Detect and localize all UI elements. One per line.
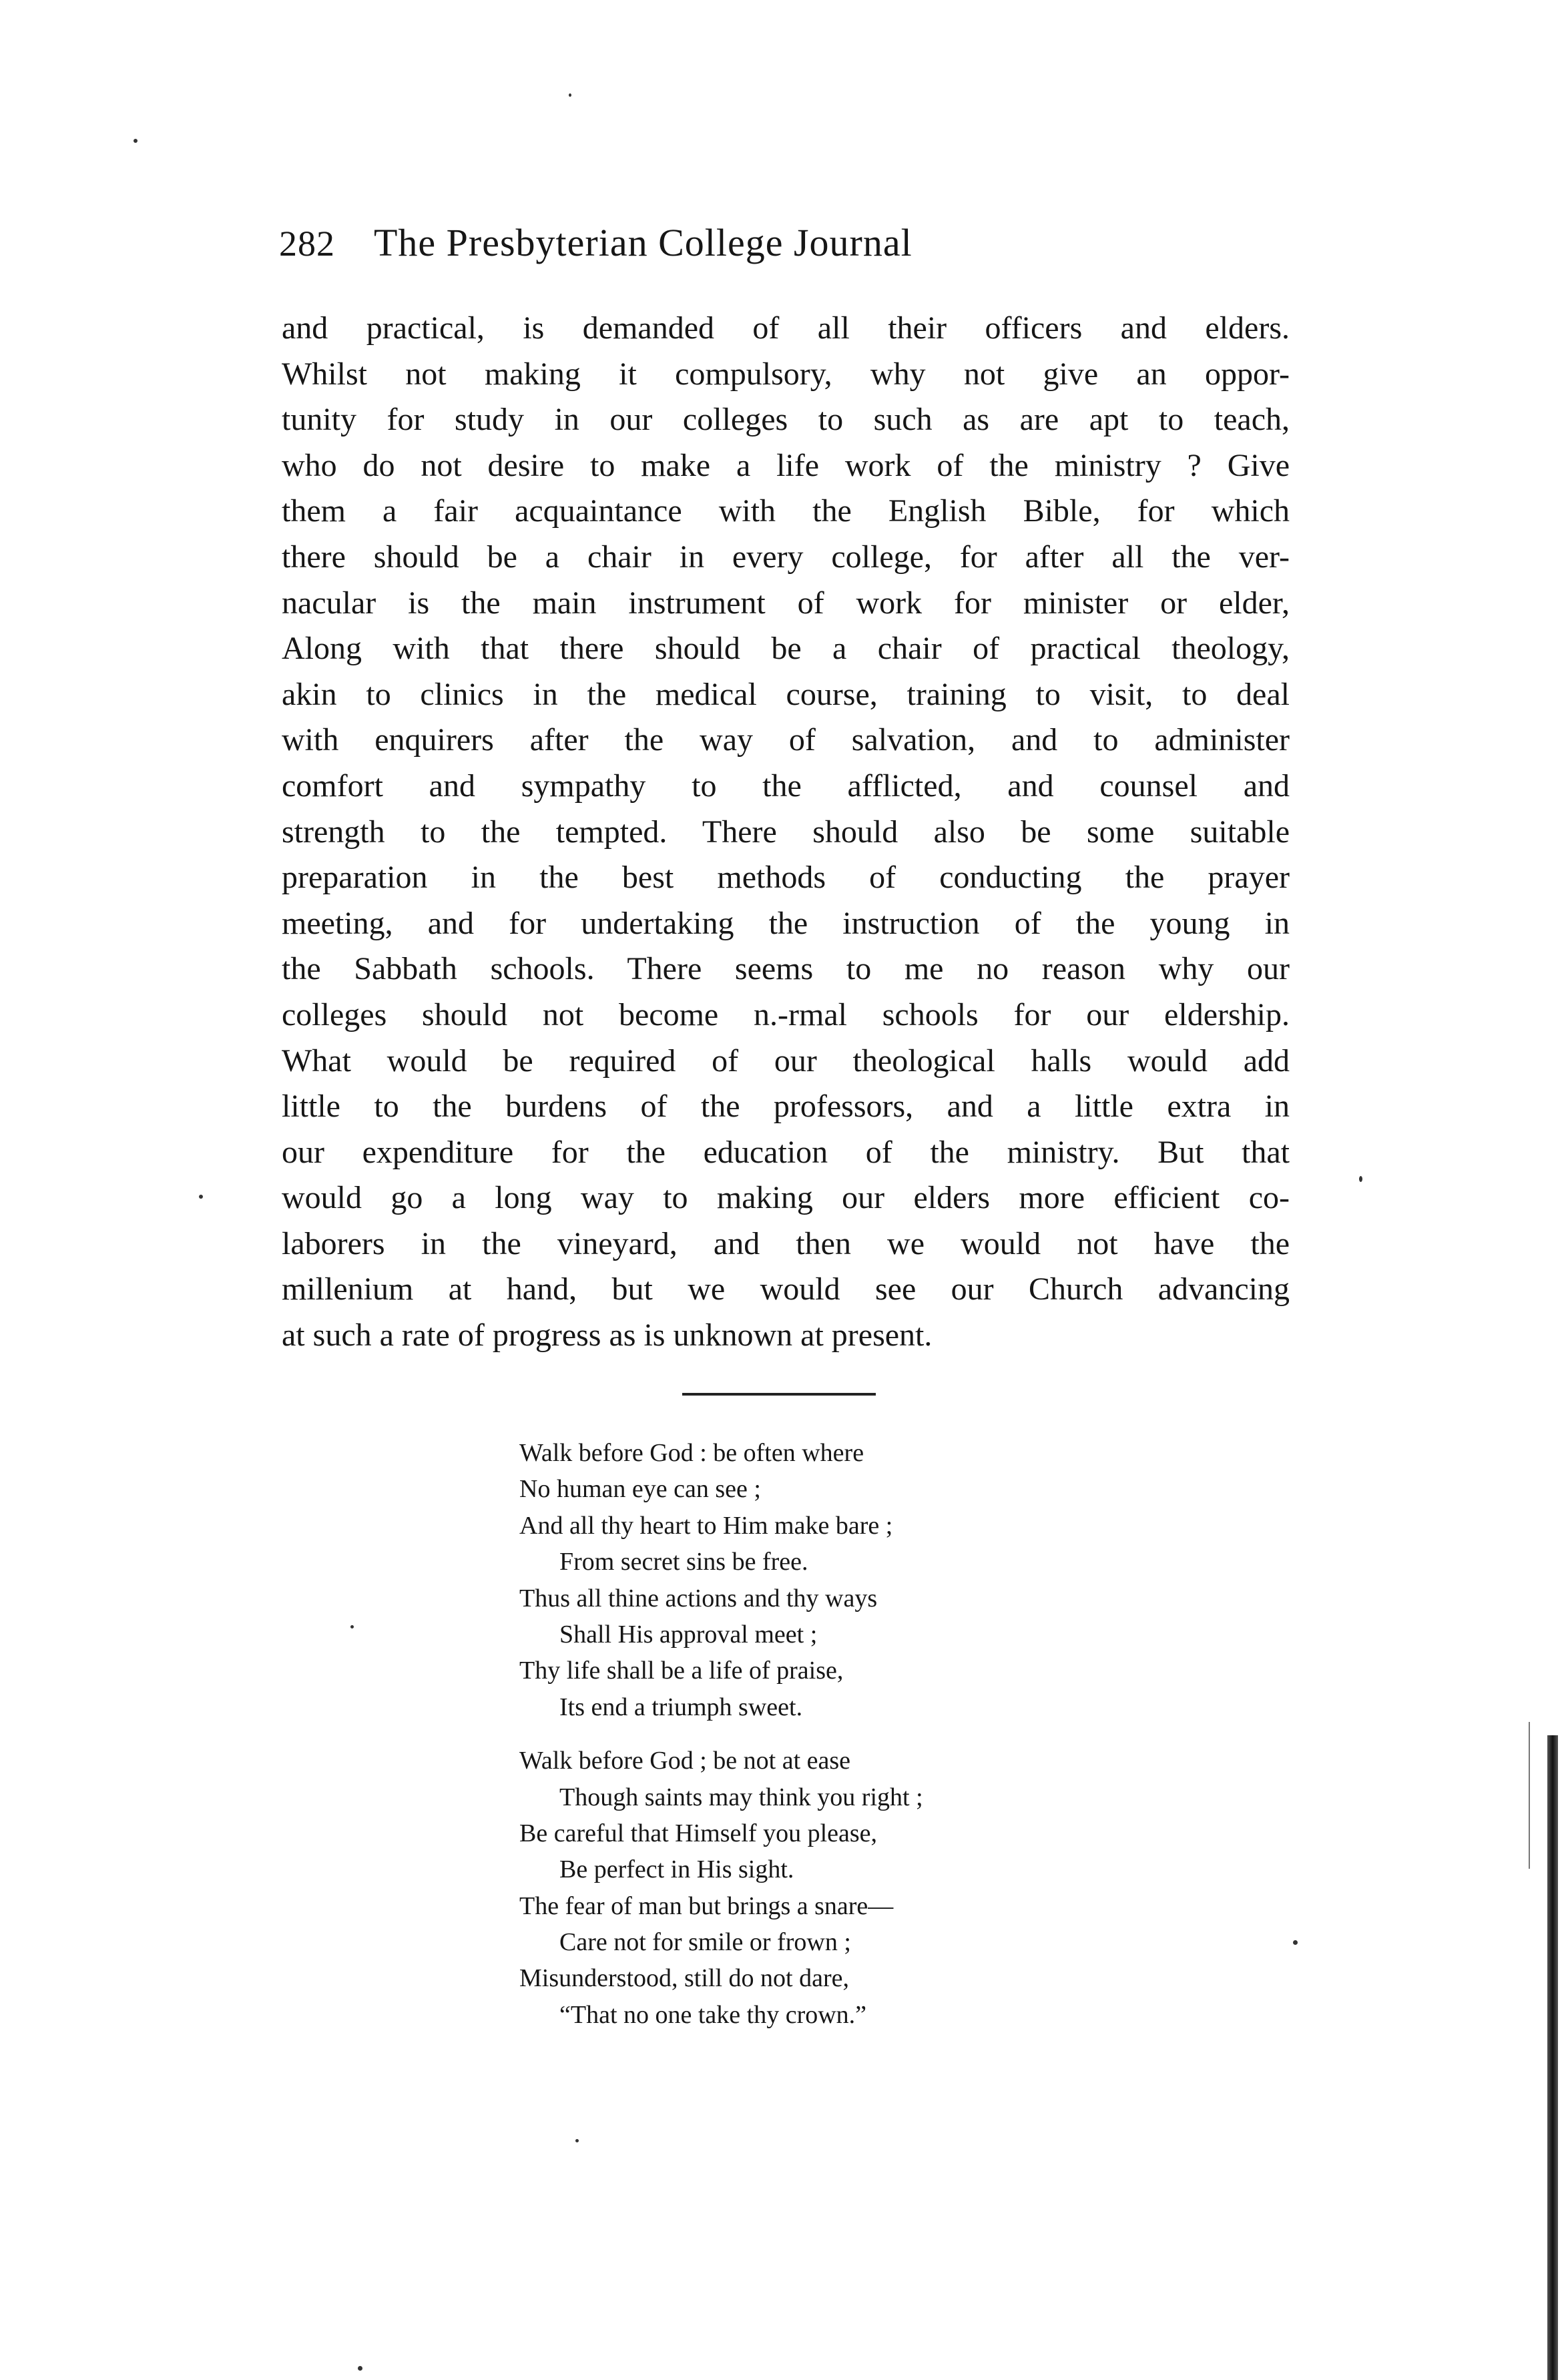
body-line: comfort and sympathy to the afflicted, and counsel and: [282, 768, 1290, 804]
body-line: who do not desire to make a life work of the ministry ? Give: [282, 447, 1290, 483]
body-line: laborers in the vineyard, and then we would not have the: [282, 1225, 1290, 1261]
scan-speck: [350, 1625, 354, 1628]
scan-speck: [134, 139, 138, 143]
body-line: there should be a chair in every college, for after all the ver-: [282, 539, 1290, 575]
body-line: colleges should not become n.-rmal schools for our eldership.: [282, 996, 1290, 1032]
poem-line: Its end a triumph sweet.: [559, 1693, 803, 1721]
poem-line: Be careful that Himself you please,: [519, 1819, 878, 1847]
page-header: [279, 220, 1320, 280]
poem: [519, 1435, 1254, 2033]
body-line: What would be required of our theological halls would add: [282, 1043, 1290, 1079]
scan-edge-line: [1529, 1722, 1530, 1869]
scan-edge-bar: [1547, 1735, 1558, 2380]
body-line: the Sabbath schools. There seems to me no reason why our: [282, 951, 1290, 987]
poem-line: Thus all thine actions and thy ways: [519, 1584, 878, 1612]
body-line: millenium at hand, but we would see our Church advancing: [282, 1271, 1290, 1307]
section-divider: [682, 1393, 876, 1396]
body-line: Along with that there should be a chair of practical theology,: [282, 631, 1290, 667]
scan-speck: [575, 2139, 579, 2142]
poem-line: Thy life shall be a life of praise,: [519, 1657, 844, 1685]
scan-speck: [358, 2366, 362, 2371]
body-line: tunity for study in our colleges to such as are apt to teach,: [282, 402, 1290, 438]
scan-speck: [1293, 1940, 1298, 1945]
body-line: our expenditure for the education of the ministry. But that: [282, 1134, 1290, 1170]
poem-line: Walk before God ; be not at ease: [519, 1747, 851, 1775]
body-line: strength to the tempted. There should also be some suitable: [282, 814, 1290, 850]
poem-line: “That no one take thy crown.”: [559, 2000, 867, 2029]
scan-speck: [199, 1195, 203, 1199]
running-title: The Presbyterian College Journal: [374, 221, 913, 264]
poem-line: Though saints may think you right ;: [559, 1783, 923, 1811]
poem-line: The fear of man but brings a snare—: [519, 1891, 894, 1920]
poem-stanza: [519, 1743, 1254, 2033]
body-line: preparation in the best methods of conducting the prayer: [282, 860, 1290, 896]
body-line: Whilst not making it compulsory, why not give an oppor-: [282, 356, 1290, 392]
poem-line: No human eye can see ;: [519, 1475, 761, 1504]
poem-line: And all thy heart to Him make bare ;: [519, 1511, 893, 1540]
body-line: little to the burdens of the professors, and a little extra in: [282, 1089, 1290, 1125]
poem-line: Shall His approval meet ;: [559, 1620, 818, 1649]
body-line: nacular is the main instrument of work for minister or elder,: [282, 585, 1290, 621]
poem-line: Be perfect in His sight.: [559, 1855, 794, 1884]
poem-line: Care not for smile or frown ;: [559, 1928, 851, 1957]
scan-speck: [1359, 1176, 1362, 1182]
body-line: and practical, is demanded of all their officers and elders.: [282, 310, 1290, 346]
body-line: would go a long way to making our elders more efficient co-: [282, 1180, 1290, 1216]
poem-stanza: [519, 1435, 1254, 1725]
body-line: with enquirers after the way of salvation, and to administer: [282, 722, 1290, 758]
body-line: at such a rate of progress as is unknown at present.: [282, 1317, 933, 1354]
body-line: akin to clinics in the medical course, training to visit, to deal: [282, 676, 1290, 712]
poem-line: Misunderstood, still do not dare,: [519, 1964, 849, 1993]
poem-line: Walk before God : be often where: [519, 1439, 864, 1467]
body-line: them a fair acquaintance with the English Bible, for which: [282, 493, 1290, 529]
body-paragraph: [282, 306, 1290, 1359]
body-line: meeting, and for undertaking the instruction of the young in: [282, 905, 1290, 941]
scan-speck: [569, 93, 571, 97]
poem-line: From secret sins be free.: [559, 1548, 808, 1576]
page-number: 282: [279, 224, 335, 264]
